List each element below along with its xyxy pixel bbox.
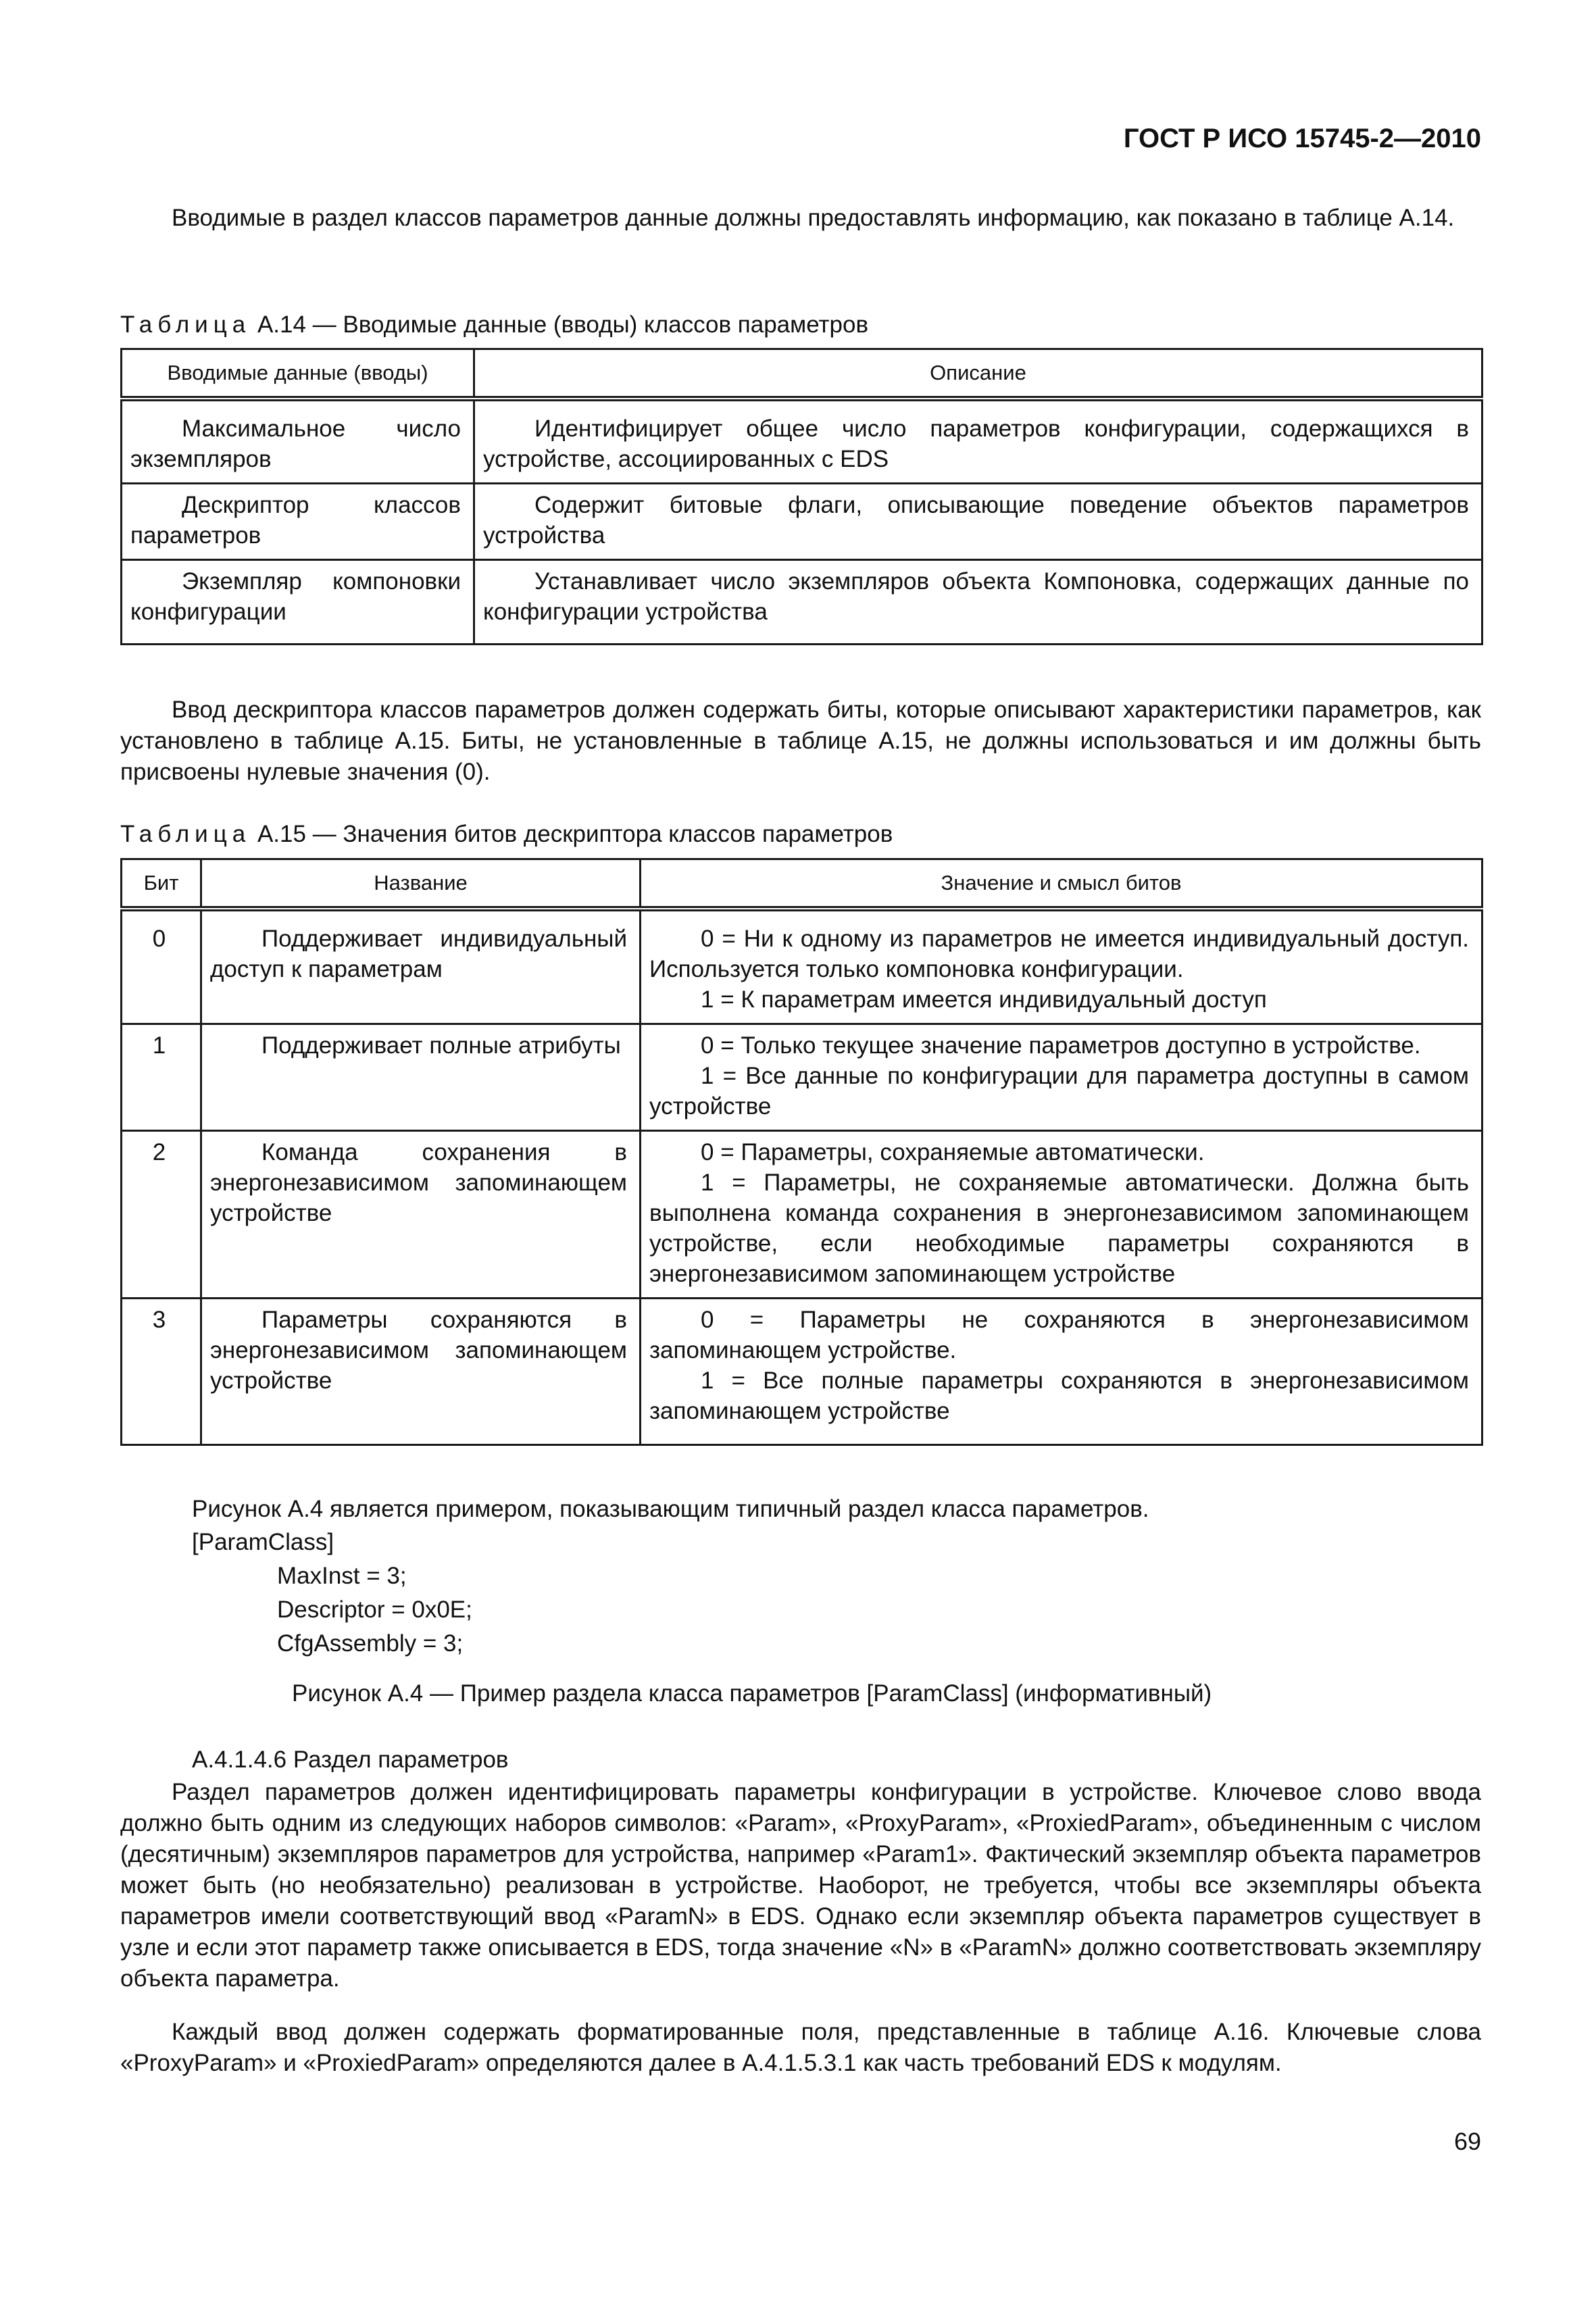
table15-caption-text: А.15 — Значения битов дескриптора классов параметров [251,821,893,847]
table15-caption [120,819,893,850]
table-row [122,1299,1482,1445]
table14-caption-prefix: Таблица [120,311,251,338]
meaning-line: 0 = Только текущее значение параметров доступно в устройстве. [701,1032,1421,1059]
code-line: MaxInst = 3; [277,1563,407,1589]
figure-intro: Рисунок А.4 является примером, показывающим типичный раздел класса параметров. [192,1496,1149,1522]
description-cell: Устанавливает число экземпляров объекта Компоновка, содержащих данные по конфигурации устройства [474,560,1482,645]
table-row [122,399,1482,484]
table-a15 [120,858,1483,1446]
table-row [122,484,1482,560]
bit-cell: 0 [122,909,201,1024]
meaning-cell [641,909,1482,1024]
intro-paragraph: Вводимые в раздел классов параметров данные должны предоставлять информацию, как показано в таблице А.14. [172,205,1455,231]
meaning-line: 0 = Параметры, сохраняемые автоматически. [701,1139,1205,1165]
meaning-line: 1 = Все данные по конфигурации для параметра доступны в самом устройстве [649,1063,1469,1120]
entry-cell: Экземпляр компоновки конфигурации [122,560,474,645]
section-paragraph-2: Каждый ввод должен содержать форматированные поля, представленные в таблице А.16. Ключевые слова «ProxyParam» и «ProxiedParam» определяются далее в А.4.1.5.3.1 как часть требований EDS к модулям. [120,2019,1481,2076]
header-cell: Название [201,859,641,909]
table-row [122,1024,1482,1131]
code-line: Descriptor = 0x0E; [277,1596,472,1623]
page-number: 69 [1453,2128,1481,2155]
table-a14 [120,348,1483,645]
section-heading: А.4.1.4.6 Раздел параметров [192,1746,509,1773]
table15-caption-prefix: Таблица [120,821,251,847]
name-cell: Команда сохранения в энергонезависимом запоминающем устройстве [201,1131,641,1299]
header-cell: Бит [122,859,201,909]
table-row [122,909,1482,1024]
bit-cell: 1 [122,1024,201,1131]
name-cell: Параметры сохраняются в энергонезависимом запоминающем устройстве [201,1299,641,1445]
document-header: ГОСТ Р ИСО 15745-2—2010 [1123,124,1481,153]
header-cell: Описание [474,349,1482,399]
bit-cell: 2 [122,1131,201,1299]
meaning-line: 1 = К параметрам имеется индивидуальный доступ [701,986,1267,1013]
table-row [122,560,1482,645]
table-header-row [122,859,1482,909]
header-cell: Значение и смысл битов [641,859,1482,909]
figure-caption: Рисунок А.4 — Пример раздела класса параметров [ParamClass] (информативный) [292,1680,1212,1707]
table-row [122,1131,1482,1299]
entry-cell: Дескриптор классов параметров [122,484,474,560]
name-cell: Поддерживает индивидуальный доступ к параметрам [201,909,641,1024]
description-cell: Содержит битовые флаги, описывающие поведение объектов параметров устройства [474,484,1482,560]
code-line: CfgAssembly = 3; [277,1630,464,1657]
paragraph-descriptor: Ввод дескриптора классов параметров должен содержать биты, которые описывают характеристики параметров, как установлено в таблице А.15. Биты, не установленные в таблице А.15, не должны использоваться и им должны быть присвоены нулевые значения (0). [120,697,1481,785]
bit-cell: 3 [122,1299,201,1445]
meaning-line: 1 = Параметры, не сохраняемые автоматически. Должна быть выполнена команда сохранения в энергонезависимом запоминающем устройстве, если необходимые параметры сохраняются в энергонезависимом запоминающем устройстве [649,1169,1469,1287]
meaning-cell [641,1299,1482,1445]
meaning-line: 0 = Параметры не сохраняются в энергонезависимом запоминающем устройстве. [649,1307,1469,1363]
header-cell: Вводимые данные (вводы) [122,349,474,399]
description-cell: Идентифицирует общее число параметров конфигурации, содержащихся в устройстве, ассоциированных с EDS [474,399,1482,484]
meaning-line: 1 = Все полные параметры сохраняются в энергонезависимом запоминающем устройстве [649,1367,1469,1424]
table14-caption [120,309,868,341]
table-header-row [122,349,1482,399]
name-cell: Поддерживает полные атрибуты [201,1024,641,1131]
table14-caption-text: А.14 — Вводимые данные (вводы) классов параметров [251,311,869,338]
entry-cell: Максимальное число экземпляров [122,399,474,484]
section-paragraph-1: Раздел параметров должен идентифицировать параметры конфигурации в устройстве. Ключевое слово ввода должно быть одним из следующих наборов символов: «Param», «ProxyParam», «ProxiedParam», объединенным с числом (десятичным) экземпляров параметров для устройства, например «Param1». Фактический экземпляр объекта параметров может быть (но необязательно) реализован в устройстве. Наоборот, не требуется, чтобы все экземпляры объекта параметров имели соответствующий ввод «ParamN» в EDS. Однако если экземпляр объекта параметров существует в узле и если этот параметр также описывается в EDS, тогда значение «N» в «ParamN» должно соответствовать экземпляру объекта параметра. [120,1779,1481,1992]
meaning-cell [641,1024,1482,1131]
meaning-cell [641,1131,1482,1299]
code-section-header: [ParamClass] [192,1529,334,1555]
meaning-line: 0 = Ни к одному из параметров не имеется индивидуальный доступ. Используется только компоновка конфигурации. [649,926,1469,982]
